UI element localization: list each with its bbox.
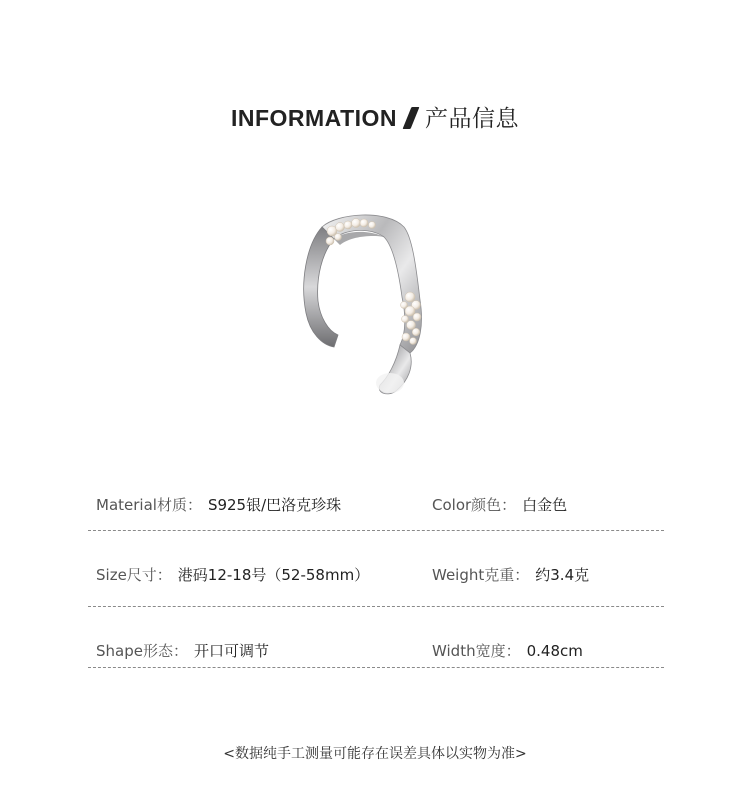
page-title — [0, 100, 750, 133]
spec-material — [96, 494, 341, 515]
spec-size — [96, 564, 369, 585]
spec-row-size-weight — [88, 564, 664, 594]
spec-width-value: 0.48cm — [526, 642, 583, 660]
spec-color-value: 白金色 — [522, 496, 568, 514]
spec-shape-value: 开口可调节 — [193, 642, 269, 660]
divider-1 — [88, 530, 664, 531]
spec-weight-label: Weight克重： — [432, 566, 530, 584]
spec-size-value: 港码12-18号（52-58mm） — [177, 566, 370, 584]
spec-weight — [432, 564, 589, 585]
title-english: INFORMATION — [230, 105, 398, 131]
spec-shape-label: Shape形态： — [96, 642, 188, 660]
spec-row-shape-width — [88, 640, 664, 670]
product-ring-image — [292, 205, 442, 405]
spec-size-label: Size尺寸： — [96, 566, 172, 584]
spec-color-label: Color颜色： — [432, 496, 517, 514]
title-slash-divider — [403, 107, 420, 129]
spec-width-label: Width宽度： — [432, 642, 521, 660]
spec-material-label: Material材质： — [96, 496, 202, 514]
spec-material-value: S925银/巴洛克珍珠 — [207, 496, 342, 514]
spec-weight-value: 约3.4克 — [535, 566, 590, 584]
spec-row-material-color — [88, 494, 664, 524]
divider-3 — [88, 667, 664, 668]
spec-width — [432, 640, 583, 661]
measurement-disclaimer: <数据纯手工测量可能存在误差具体以实物为准> — [223, 746, 527, 762]
title-chinese: 产品信息 — [425, 106, 520, 132]
divider-2 — [88, 606, 664, 607]
spec-color — [432, 494, 567, 515]
spec-shape — [96, 640, 269, 661]
